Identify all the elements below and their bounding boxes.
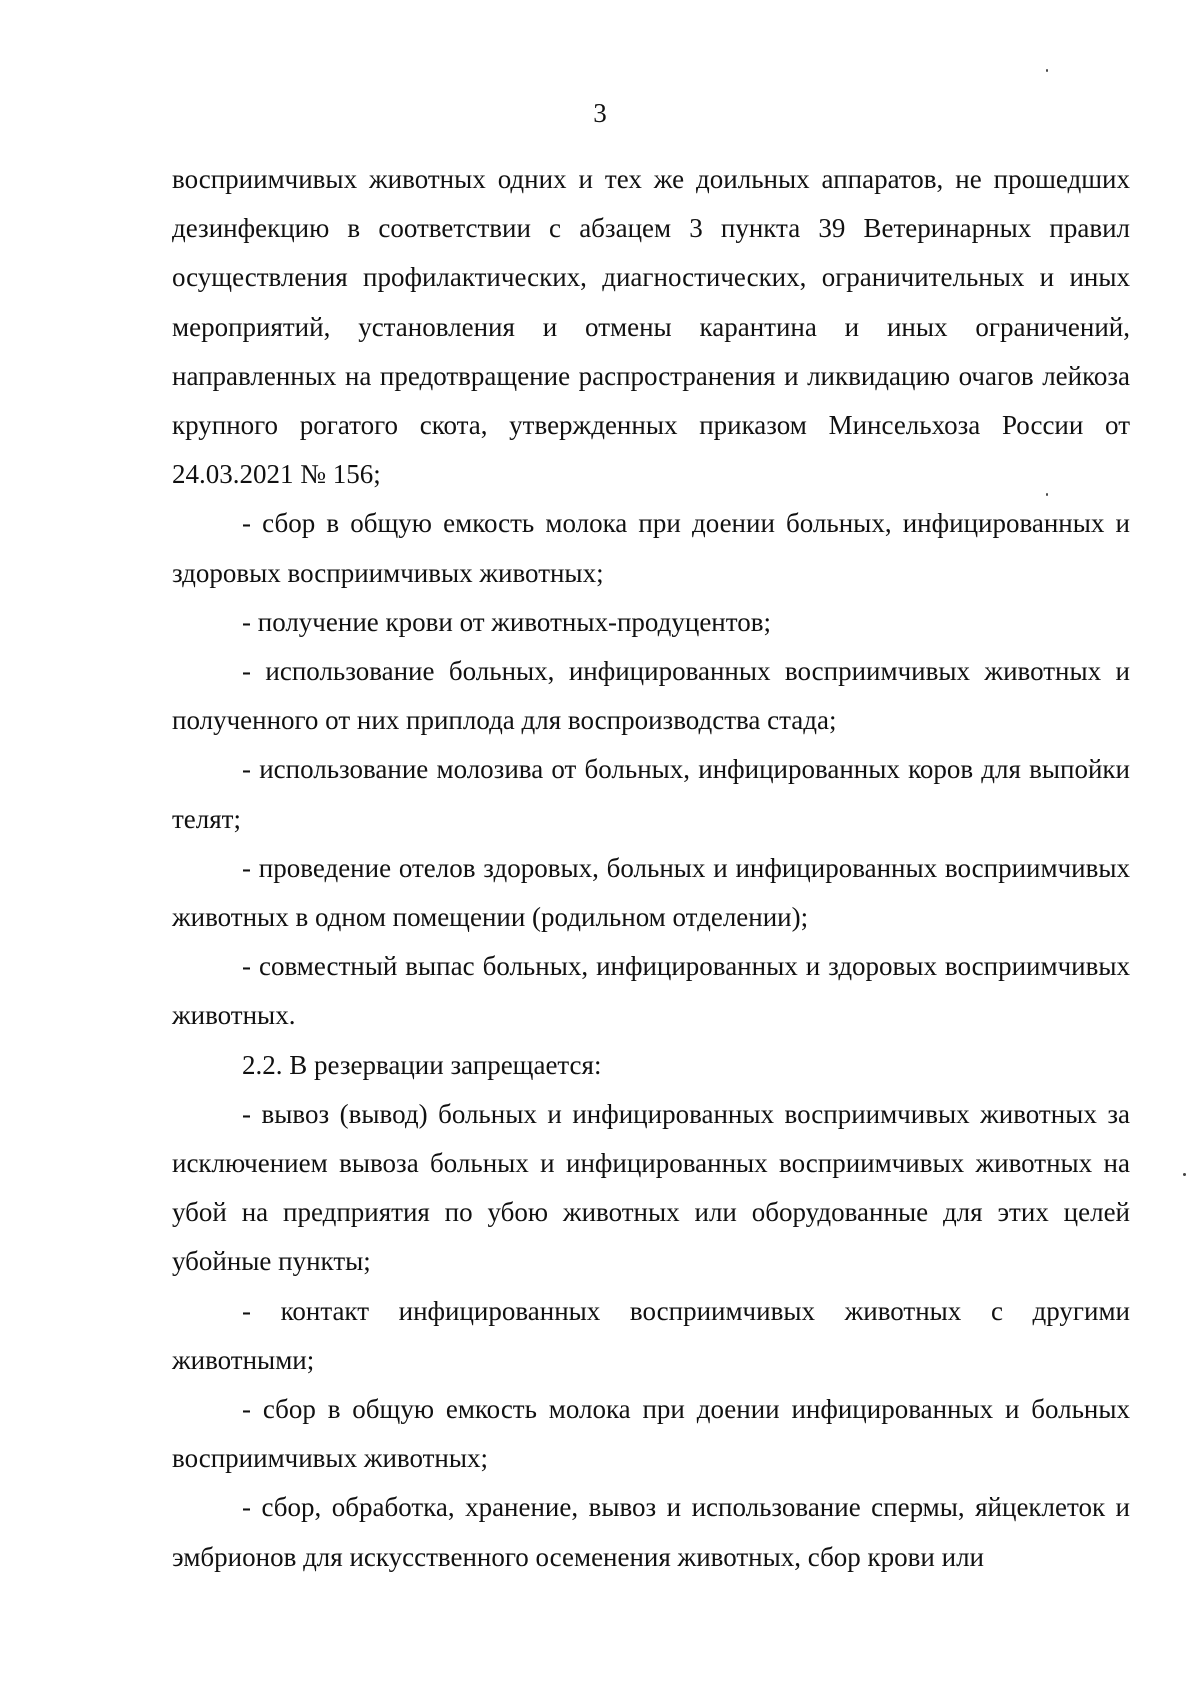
list-item-milk-collection: - сбор в общую емкость молока при доении больных, инфицированных и здоровых восприимчивых животных; [172, 508, 1130, 588]
page-number: 3 [593, 98, 607, 128]
document-body [172, 155, 1130, 1582]
list-item-blood-collection: - получение крови от животных-продуцентов; [242, 606, 771, 637]
list-item-colostrum-use: - использование молозива от больных, инфицированных коров для выпойки телят; [172, 754, 1130, 834]
list-item-sperm-collection: - сбор, обработка, хранение, вывоз и использование спермы, яйцеклеток и эмбрионов для искусственного осеменения животных, сбор крови или [172, 1492, 1130, 1572]
list-item-grazing: - совместный выпас больных, инфицированных и здоровых восприимчивых животных. [172, 951, 1130, 1031]
paragraph-continuation: восприимчивых животных одних и тех же доильных аппаратов, не прошедших дезинфекцию в соответствии с абзацем 3 пункта 39 Ветеринарных правил осуществления профилактических, диагностических, ограничительных и иных мероприятий, установления и отмены карантина и иных ограничений, направленных на предотвращение распространения и ликвидацию очагов лейкоза крупного рогатого скота, утвержденных приказом Минсельхоза России от 24.03.2021 № 156; [172, 164, 1130, 490]
scan-speck [1046, 69, 1048, 72]
list-item-breeding-use: - использование больных, инфицированных восприимчивых животных и полученного от них приплода для воспроизводства стада; [172, 656, 1130, 736]
list-item-removal: - вывоз (вывод) больных и инфицированных восприимчивых животных за исключением вывоза больных и инфицированных восприимчивых животных на убой на предприятия по убою животных или оборудованные для этих целей убойные пункты; [172, 1098, 1130, 1277]
list-item-milk-collection-2: - сбор в общую емкость молока при доении инфицированных и больных восприимчивых животных; [172, 1394, 1130, 1474]
scan-speck [1046, 493, 1048, 496]
list-item-calving: - проведение отелов здоровых, больных и инфицированных восприимчивых животных в одном помещении (родильном отделении); [172, 852, 1130, 933]
section-heading-2-2: 2.2. В резервации запрещается: [242, 1049, 602, 1080]
list-item-contact: - контакт инфицированных восприимчивых животных с другими животными; [172, 1295, 1130, 1375]
scan-speck [1183, 1173, 1186, 1176]
